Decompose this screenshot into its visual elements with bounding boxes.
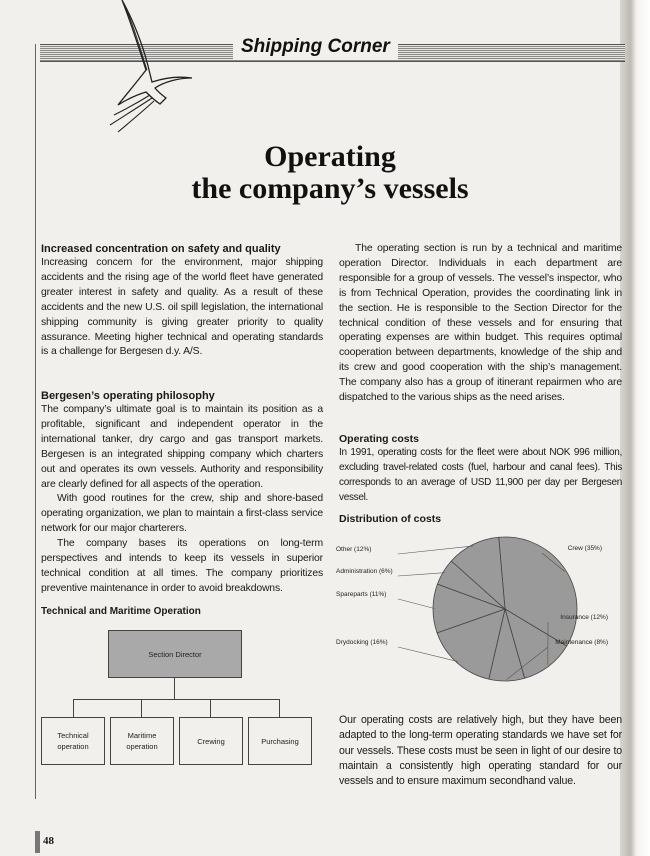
closing-text: Our operating costs are relatively high, but they have been adapted to the long-term operating standards we have set for our vessels. These costs must be seen in light of our desire to maintain a consistently high operating standard for our vessels and to ensure maximum secondhand value.	[339, 714, 622, 788]
org-box-maritime	[110, 717, 174, 765]
org-box-section-director	[108, 630, 242, 678]
philosophy-section	[41, 389, 323, 597]
pie-leader-administration	[398, 573, 445, 576]
pie-label-administration: Administration (6%)	[336, 568, 393, 575]
distribution-heading: Distribution of costs	[339, 513, 442, 525]
org-connector-1	[73, 699, 74, 717]
pie-label-other: Other (12%)	[336, 546, 372, 553]
org-box-maritime-label: Maritime operation	[126, 731, 158, 751]
philosophy-paragraph-3: The company bases its operations on long-term perspectives and intends to keep its vessels in superior technical condition at all times. The company prioritizes preventive maintenance in order to avoid breakdowns.	[41, 538, 323, 594]
pie-label-insurance: Insurance (12%)	[560, 614, 608, 621]
org-connector-3	[210, 699, 211, 717]
org-connector-4	[279, 699, 280, 717]
org-connector-2	[141, 699, 142, 717]
operating-costs-heading: Operating costs	[339, 433, 419, 445]
pie-label-crew: Crew (35%)	[567, 545, 602, 552]
page-edge-shadow	[620, 0, 650, 856]
section-title: Shipping Corner	[233, 34, 398, 60]
page-number: 48	[43, 835, 54, 847]
philosophy-paragraph-2: With good routines for the crew, ship and shore-based operating organization, we plan to maintain a first-class service network for our major charterers.	[41, 493, 323, 535]
org-box-purchasing	[248, 717, 312, 765]
org-box-purchasing-label: Purchasing	[261, 736, 299, 746]
article-title-line2: the company’s vessels	[191, 172, 469, 205]
philosophy-heading: Bergesen’s operating philosophy	[41, 390, 215, 402]
org-box-section-director-label: Section Director	[148, 649, 202, 659]
pie-label-maintenance: Maintenance (8%)	[555, 639, 608, 646]
pie-label-drydocking: Drydocking (16%)	[336, 639, 388, 646]
org-chart-heading: Technical and Maritime Operation	[41, 606, 201, 617]
safety-section	[41, 242, 323, 360]
frame-left-rule	[35, 44, 36, 799]
org-box-technical-label: Technical operation	[57, 731, 89, 751]
safety-heading: Increased concentration on safety and quality	[41, 243, 281, 255]
org-box-crewing-label: Crewing	[197, 736, 225, 746]
safety-text: Increasing concern for the environment, major shipping accidents and the rising age of the world fleet have generated greater interest in safety and quality. As a result of these accidents and the new U.S. oil spill legislation, the international shipping community is giving greater priority to quality assurance. Meeting higher technical and operating standards is a challenge for Bergesen d.y. A/S.	[41, 257, 323, 358]
pie-label-spareparts: Spareparts (11%)	[336, 591, 387, 598]
pie-leader-spareparts	[398, 599, 434, 609]
org-connector-vertical	[174, 677, 175, 699]
operating-section-text: The operating section is run by a technical and maritime operation Director. Individuals in each department are responsible for a group of vessels. The vessel’s inspector, who is from Technical Operation, provides the coordinating link in the section. He is responsible to the Section Director for the technical condition of these vessels and for ensuring that operating expenses are within budget. This requires optimal cooperation between departments, knowledge of the ship and its crew and good cooperation with the ship’s management. The company also has a group of itinerant repairmen who are dispatched to the various ships as the need arises.	[339, 243, 622, 404]
org-box-crewing	[179, 717, 243, 765]
article-title-line1: Operating	[264, 140, 396, 173]
org-box-technical	[41, 717, 105, 765]
org-connector-horizontal	[73, 699, 280, 700]
philosophy-paragraph-1: The company’s ultimate goal is to maintain its position as a profitable, significant and independent operator in the international tanker, dry cargo and gas transport markets. Bergesen is an integrated shipping company which charters out and operates its own vessels. Authority and responsibility are clearly defined for all aspects of the operation.	[41, 404, 323, 490]
cost-distribution-pie-chart	[330, 522, 630, 682]
operating-costs-section	[339, 432, 622, 506]
seagull-icon	[100, 0, 195, 140]
folio-bar	[35, 831, 40, 853]
operating-costs-text: In 1991, operating costs for the fleet were about NOK 996 million, excluding travel-related costs (fuel, harbour and canal fees). This corresponds to an average of USD 11,900 per day per Bergesen vessel.	[339, 447, 622, 503]
